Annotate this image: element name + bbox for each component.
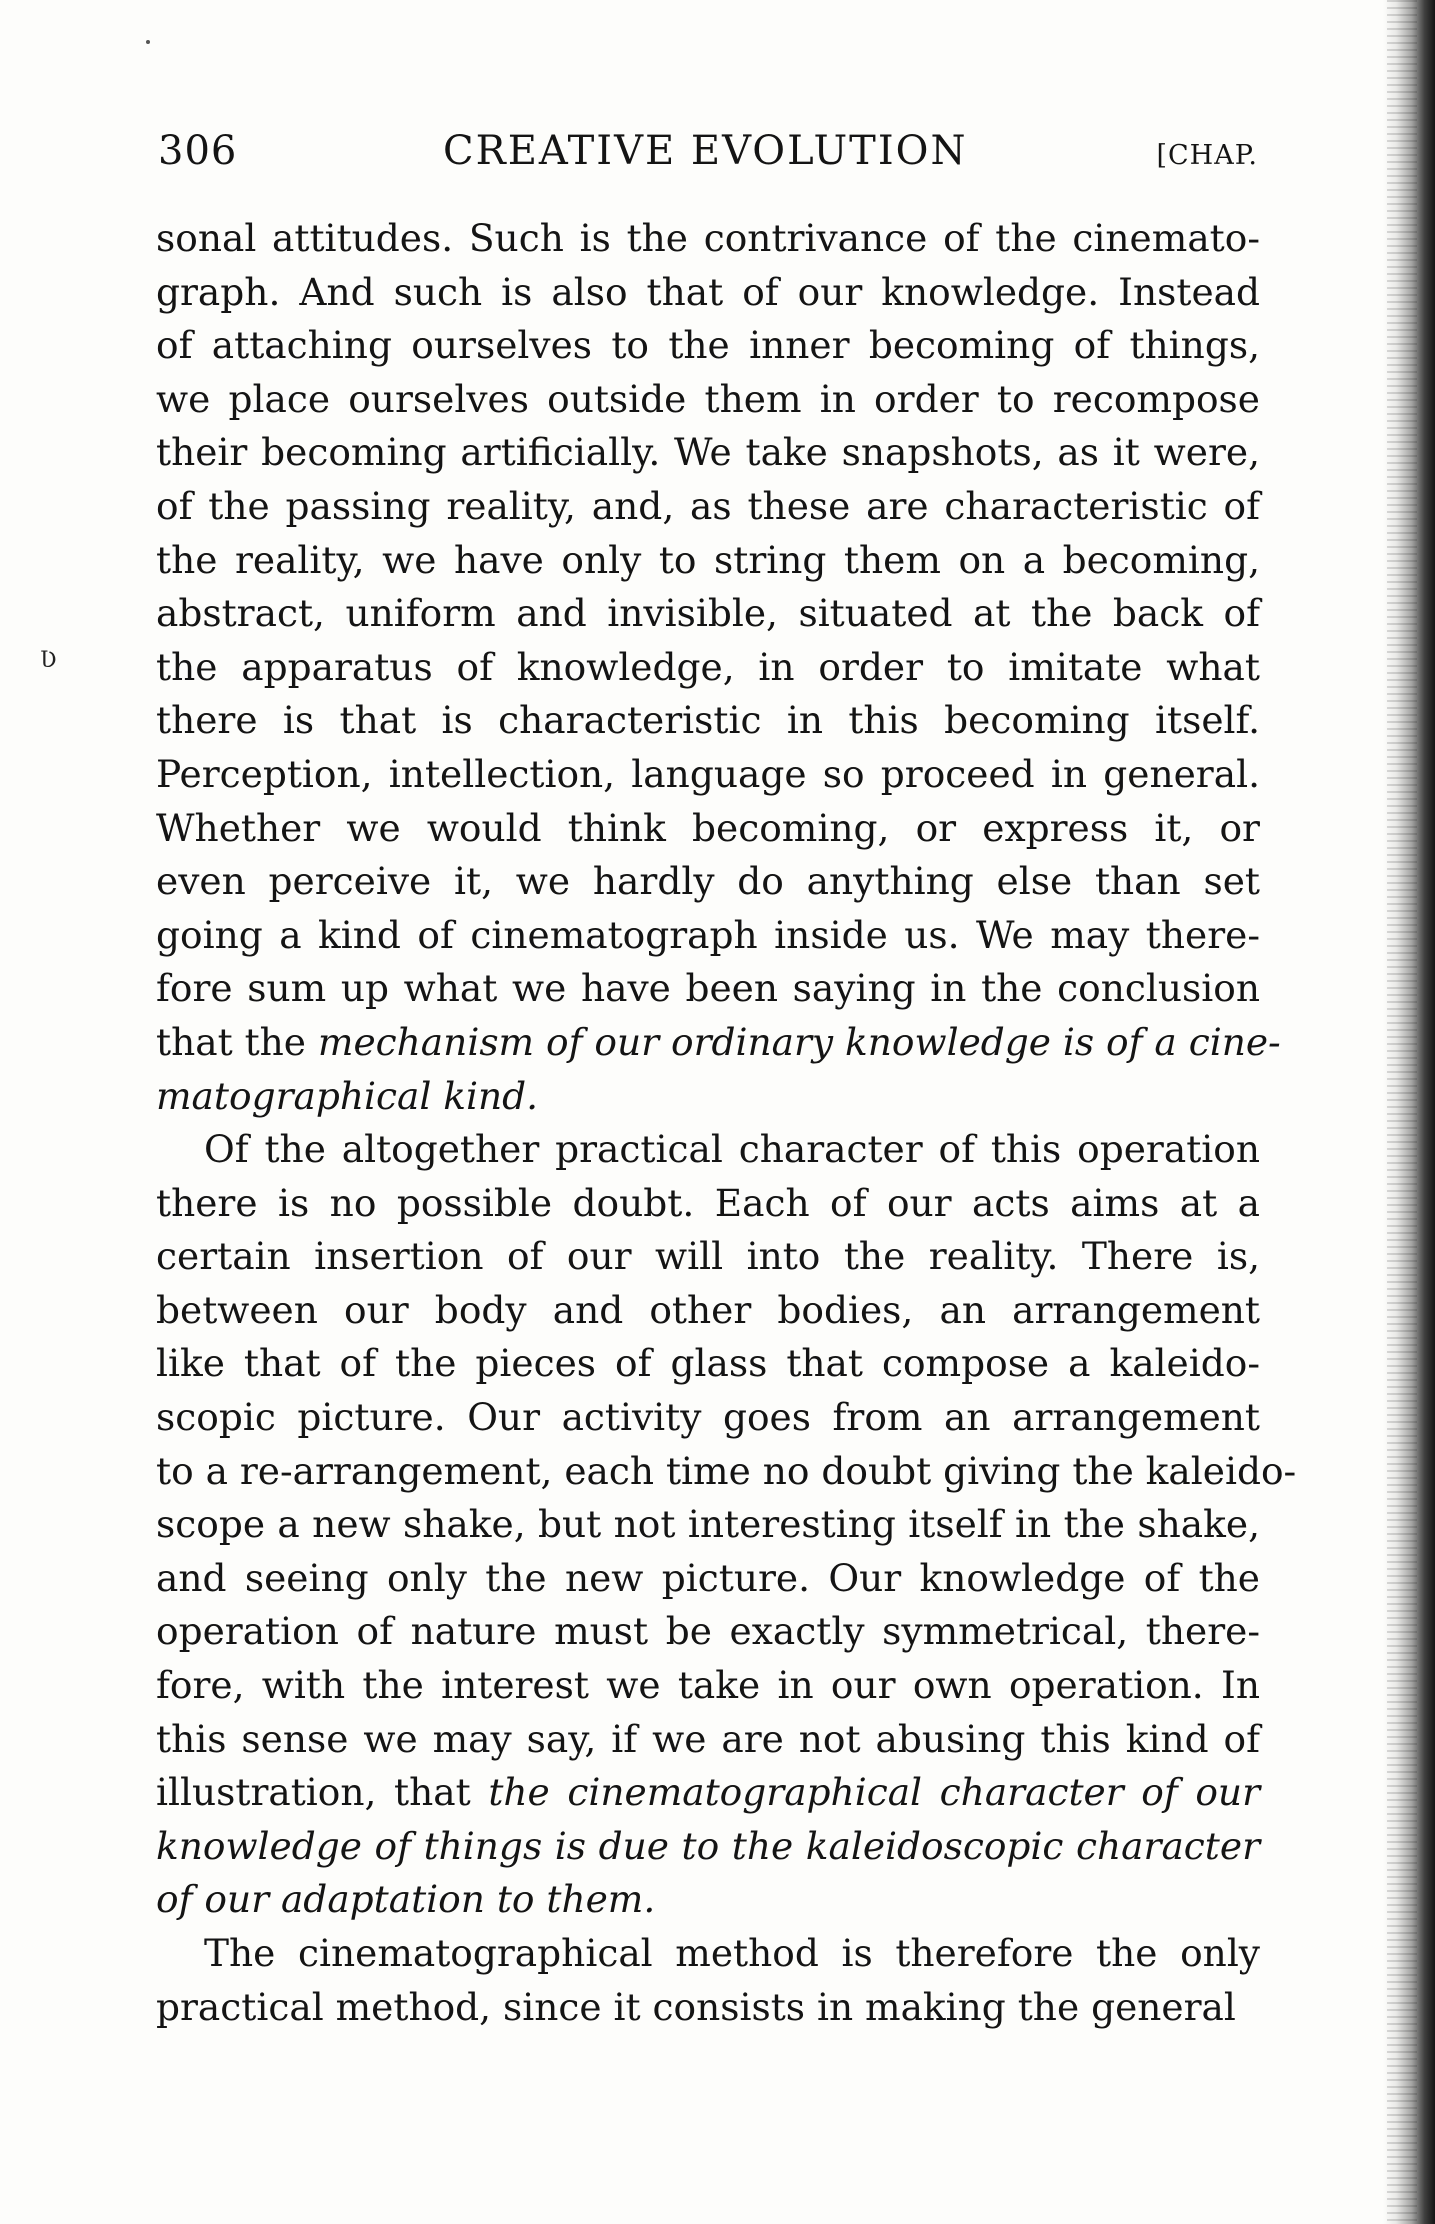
page-header [158, 128, 1258, 184]
text-line [156, 1552, 1260, 1606]
italic-text: mechanism of our ordinary knowledge is of a cine- [317, 1019, 1281, 1064]
line-text: there is that is characteristic in this becoming itself. [156, 698, 1260, 743]
body-text [156, 212, 1297, 2034]
text-line [156, 748, 1260, 802]
text-line [156, 373, 1260, 427]
binding-speckle [1387, 0, 1417, 2224]
text-line [156, 480, 1260, 534]
line-text: to a re-arrangement, each time no doubt giving the kaleido- [156, 1448, 1297, 1493]
text-line [156, 1981, 1260, 2035]
line-text: scope a new shake, but not interesting itself in the shake, [156, 1502, 1260, 1547]
line-text: fore, with the interest we take in our own operation. In [156, 1663, 1260, 1708]
text-line [156, 1605, 1260, 1659]
text-line [156, 587, 1260, 641]
text-line [156, 1713, 1260, 1767]
text-line [156, 1177, 1260, 1231]
text-line [156, 962, 1260, 1016]
line-text: there is no possible doubt. Each of our acts aims at a [156, 1180, 1260, 1225]
line-text: abstract, uniform and invisible, situated at the back of [156, 591, 1260, 636]
line-text: this sense we may say, if we are not abusing this kind of [156, 1716, 1260, 1761]
text-line [156, 1070, 1260, 1124]
italic-text: the cinematographical character of our [488, 1770, 1260, 1815]
line-text: like that of the pieces of glass that compose a kaleido- [156, 1341, 1260, 1386]
text-line [156, 1016, 1281, 1070]
line-text: The cinematographical method is therefore the only [204, 1931, 1260, 1975]
line-text: illustration, that [156, 1770, 489, 1815]
chapter-mark: [CHAP. [1156, 140, 1258, 171]
line-text: Whether we would think becoming, or express it, or [156, 805, 1260, 850]
italic-text: of our adaptation to them. [156, 1877, 656, 1922]
scan-speck [146, 40, 150, 44]
text-line [156, 1873, 1260, 1927]
line-text: their becoming artificially. We take snapshots, as it were, [156, 430, 1260, 475]
page-number: 306 [158, 128, 238, 174]
text-line [156, 694, 1260, 748]
line-text: practical method, since it consists in making the general [156, 1984, 1236, 2029]
line-text: Of the altogether practical character of this operation [204, 1127, 1260, 1172]
text-line [156, 426, 1260, 480]
text-line [156, 1498, 1260, 1552]
text-line [156, 855, 1260, 909]
line-text: we place ourselves outside them in order to recompose [156, 376, 1260, 421]
text-line [156, 641, 1260, 695]
italic-text: matographical kind. [156, 1073, 539, 1118]
line-text: between our body and other bodies, an arrangement [156, 1287, 1260, 1332]
line-text: that the [156, 1019, 318, 1064]
line-text: sonal attitudes. Such is the contrivance of the cinemato- [156, 216, 1260, 260]
line-text: fore sum up what we have been saying in the conclusion [156, 966, 1260, 1011]
line-text: and seeing only the new picture. Our knowledge of the [156, 1555, 1260, 1600]
line-text: scopic picture. Our activity goes from an arrangement [156, 1395, 1260, 1440]
margin-mark: Ʋ [40, 648, 57, 673]
line-text: the reality, we have only to string them on a becoming, [156, 537, 1260, 582]
line-text: of the passing reality, and, as these are characteristic of [156, 483, 1260, 528]
text-line [156, 802, 1260, 856]
text-line [156, 1337, 1260, 1391]
running-title: CREATIVE EVOLUTION [443, 128, 968, 174]
text-line [156, 1927, 1260, 1981]
text-line [156, 1659, 1260, 1713]
text-line [156, 1284, 1260, 1338]
text-line [156, 266, 1260, 320]
line-text: certain insertion of our will into the reality. There is, [156, 1234, 1260, 1279]
text-line [156, 212, 1260, 266]
text-line [156, 1766, 1260, 1820]
text-line [156, 534, 1260, 588]
line-text: the apparatus of knowledge, in order to imitate what [156, 644, 1260, 689]
line-text: even perceive it, we hardly do anything else than set [156, 859, 1260, 904]
text-line [156, 319, 1260, 373]
line-text: of attaching ourselves to the inner becoming of things, [156, 323, 1260, 368]
italic-text: knowledge of things is due to the kaleidoscopic character [156, 1823, 1260, 1868]
text-line [156, 909, 1260, 963]
text-line [156, 1230, 1260, 1284]
line-text: graph. And such is also that of our knowledge. Instead [156, 269, 1260, 314]
text-line [156, 1820, 1260, 1874]
text-line [156, 1391, 1260, 1445]
line-text: going a kind of cinematograph inside us. We may there- [156, 912, 1260, 957]
line-text: Perception, intellection, language so proceed in general. [156, 751, 1260, 796]
text-line [156, 1123, 1260, 1177]
line-text: operation of nature must be exactly symmetrical, there- [156, 1609, 1260, 1654]
text-line [156, 1445, 1297, 1499]
